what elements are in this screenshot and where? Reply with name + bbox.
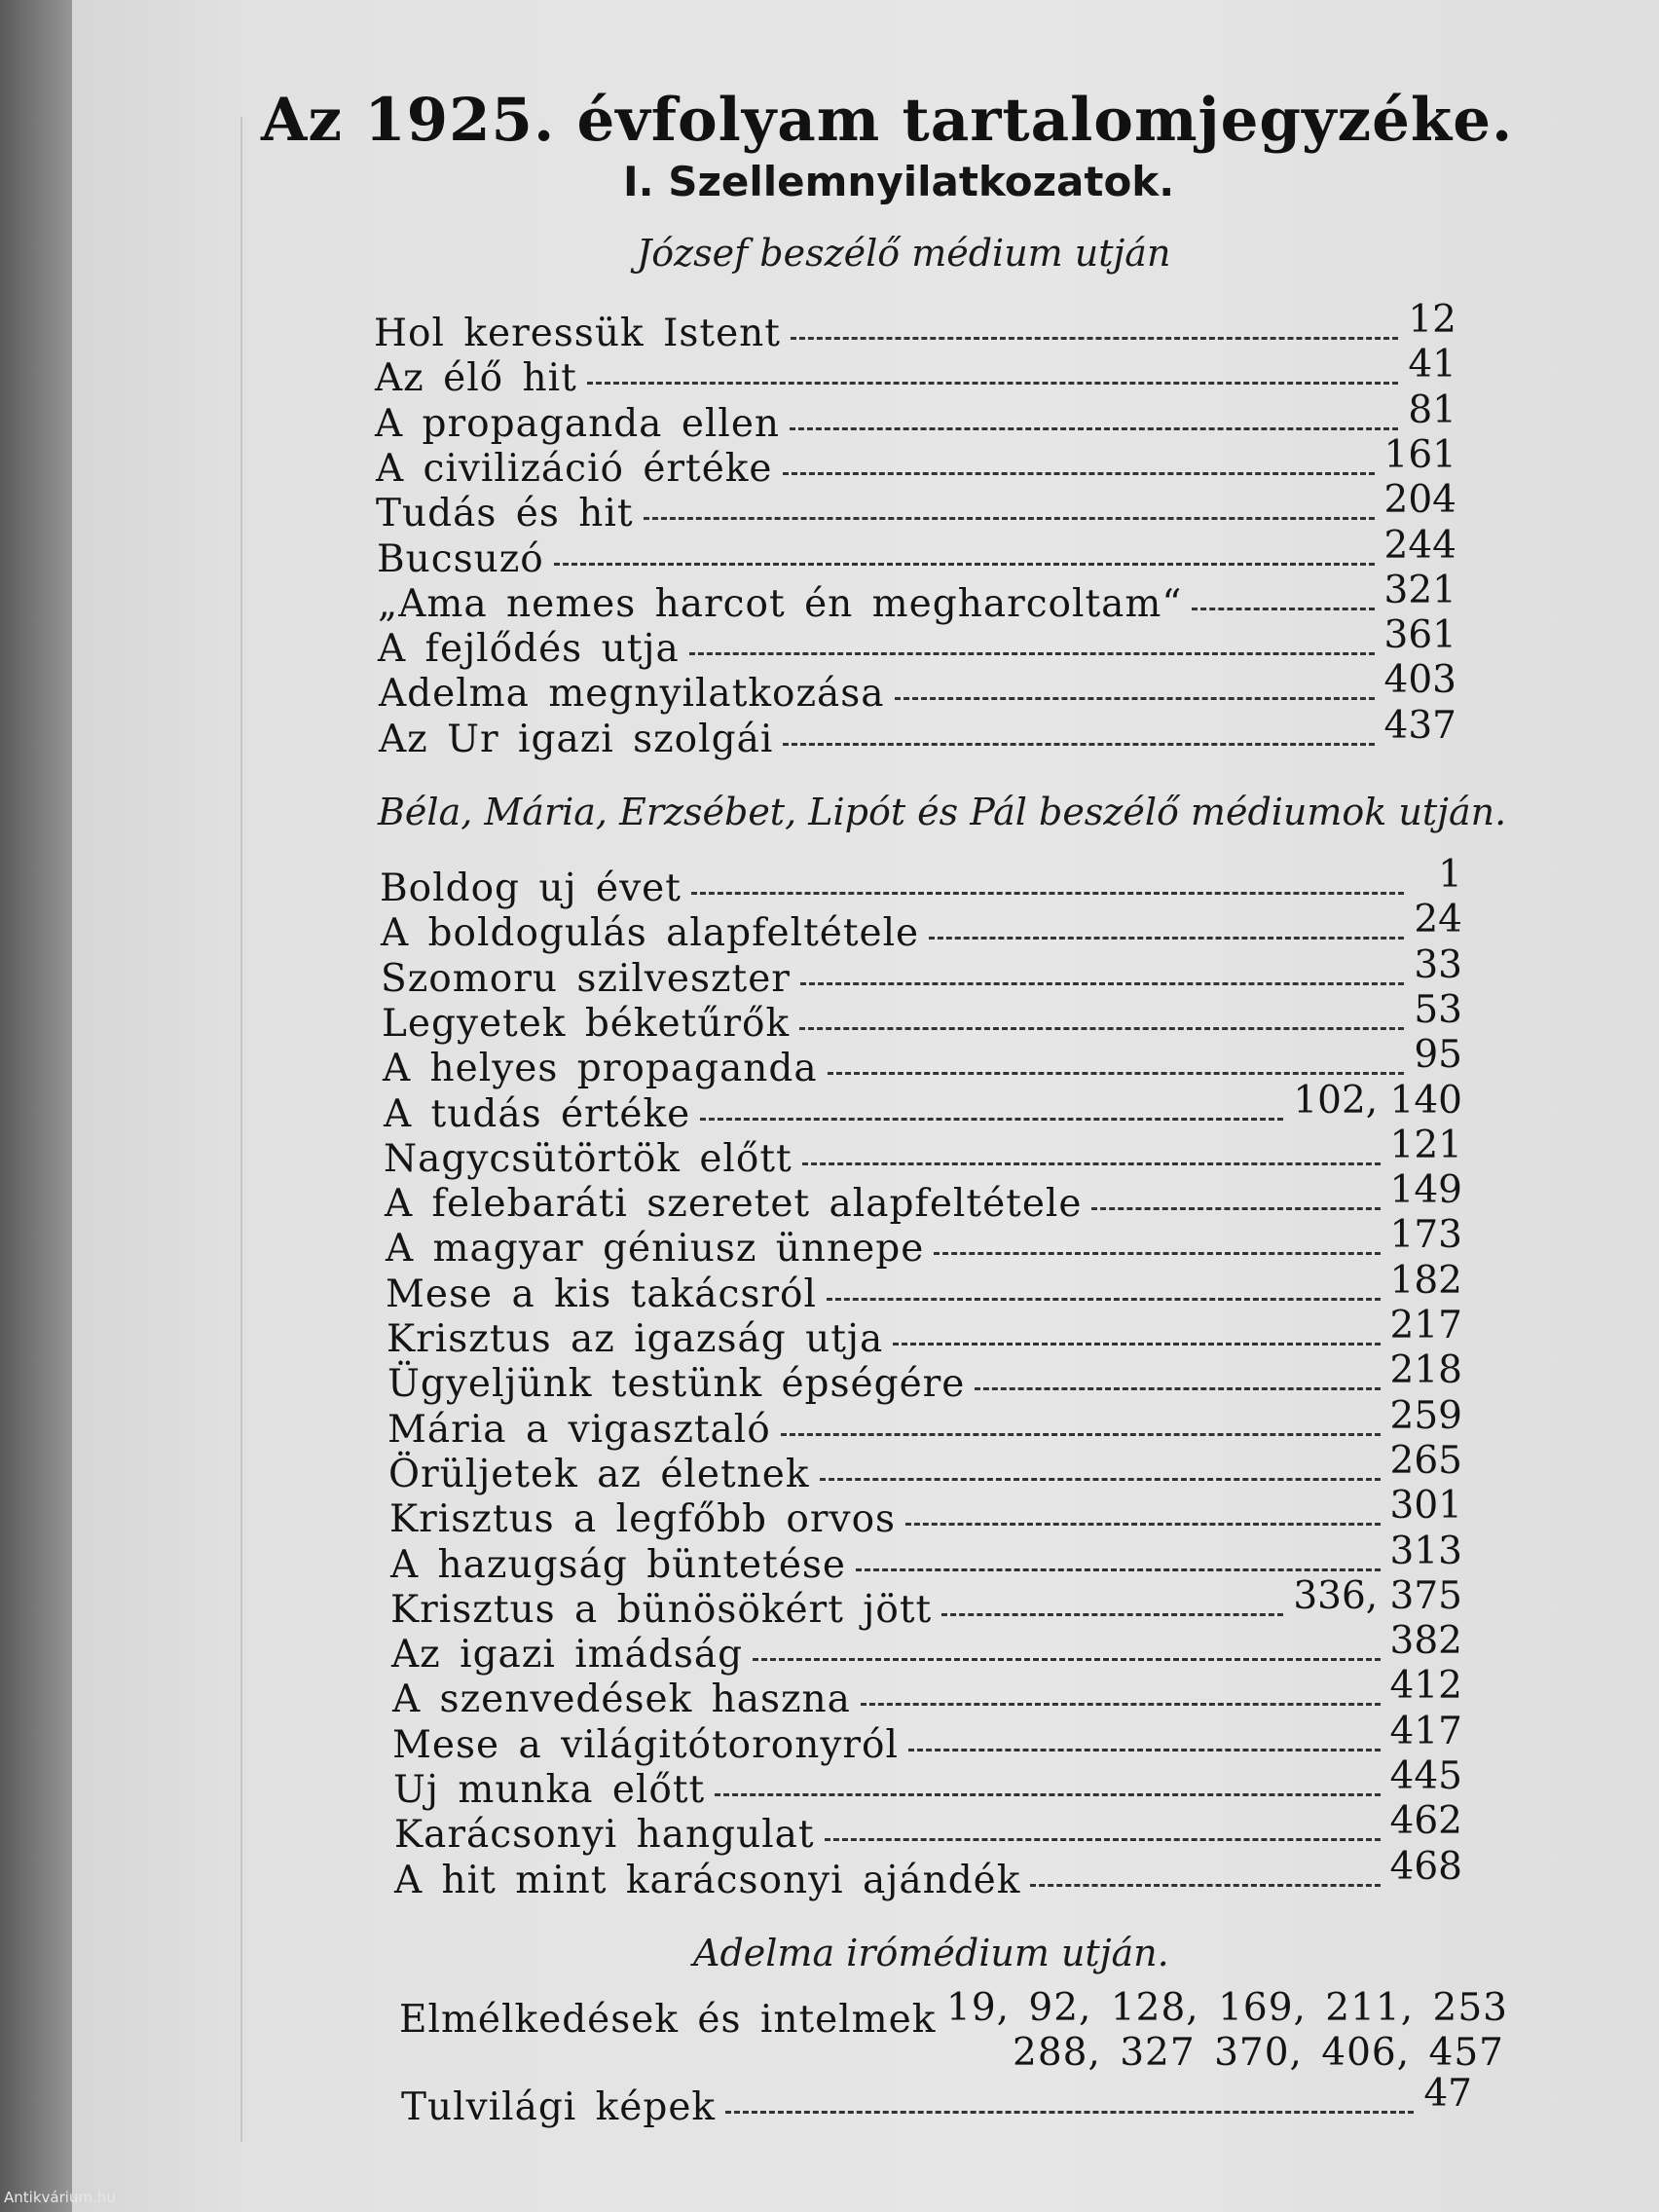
entry-page: 149 bbox=[1389, 1168, 1462, 1213]
entry-title: A tudás értéke bbox=[384, 1091, 691, 1136]
entry-title: Adelma megnyilatkozása bbox=[379, 672, 885, 717]
entry-page: 321 bbox=[1383, 568, 1456, 612]
leader-dots bbox=[908, 1749, 1381, 1751]
watermark: Antikvárium.hu bbox=[4, 2189, 116, 2206]
entry-page: 24 bbox=[1414, 898, 1462, 942]
leader-dots bbox=[799, 1027, 1404, 1030]
group1-heading: József beszélő médium utján bbox=[637, 232, 1171, 275]
leader-dots bbox=[689, 652, 1375, 655]
toc-entry bbox=[393, 1754, 1462, 1813]
leader-dots bbox=[929, 937, 1404, 940]
entry-title: Az igazi imádság bbox=[391, 1633, 744, 1677]
entry-page: 361 bbox=[1383, 613, 1456, 658]
toc-entry bbox=[374, 298, 1456, 356]
entry-page: 445 bbox=[1389, 1754, 1462, 1798]
entry-page: 161 bbox=[1383, 432, 1456, 477]
toc-entry bbox=[386, 1213, 1462, 1272]
entry-title: Krisztus az igazság utja bbox=[387, 1317, 884, 1361]
leader-dots bbox=[828, 1072, 1404, 1075]
entry-title: Szomoru szilveszter bbox=[381, 956, 791, 1001]
entry-page: 12 bbox=[1408, 298, 1456, 342]
entry-title: Bucsuzó bbox=[377, 536, 544, 581]
entry-title: Tulvilági képek bbox=[401, 2085, 717, 2129]
toc-entry bbox=[391, 1619, 1462, 1677]
group2-heading: Béla, Mária, Erzsébet, Lipót és Pál beszélő médiumok utján. bbox=[378, 791, 1507, 833]
entry-page: 412 bbox=[1389, 1664, 1462, 1709]
entry-page: 217 bbox=[1389, 1304, 1462, 1347]
entry-page: 53 bbox=[1414, 987, 1462, 1032]
section-title: I. Szellemnyilatkozatok. bbox=[623, 158, 1175, 205]
entry-title: Örüljetek az életnek bbox=[388, 1452, 810, 1496]
toc-entry bbox=[384, 1078, 1462, 1137]
entry-page: 301 bbox=[1389, 1484, 1462, 1529]
leader-dots bbox=[1030, 1884, 1380, 1887]
toc-entry bbox=[392, 1664, 1462, 1722]
leader-dots bbox=[827, 1298, 1381, 1301]
toc-entry bbox=[387, 1304, 1462, 1362]
leader-dots bbox=[587, 382, 1398, 385]
entry-page: 182 bbox=[1389, 1258, 1462, 1303]
entry-title: Boldog uj évet bbox=[380, 866, 682, 910]
toc-entry bbox=[375, 343, 1456, 401]
leader-dots bbox=[691, 892, 1404, 895]
entry-title: A boldogulás alapfeltétele bbox=[381, 911, 920, 956]
entry-title: A fejlődés utja bbox=[378, 627, 680, 672]
leader-dots bbox=[644, 517, 1375, 520]
entry-title: A szenvedések haszna bbox=[392, 1677, 851, 1722]
entry-title: A felebaráti szeretet alapfeltétele bbox=[385, 1182, 1083, 1227]
entry-page: 81 bbox=[1408, 387, 1456, 432]
leader-dots bbox=[941, 1613, 1283, 1616]
entry-title: Legyetek béketűrők bbox=[382, 1001, 791, 1046]
toc-entry bbox=[388, 1438, 1462, 1497]
entry-title: A magyar géniusz ünnepe bbox=[386, 1227, 925, 1272]
leader-dots bbox=[1091, 1207, 1380, 1210]
entry-page: 173 bbox=[1389, 1213, 1462, 1258]
entry-page: 1 bbox=[1438, 853, 1462, 897]
entry-title: A hit mint karácsonyi ajándék bbox=[394, 1858, 1021, 1902]
toc-entry bbox=[387, 1348, 1462, 1407]
toc-entry bbox=[381, 898, 1462, 956]
entry-page: 95 bbox=[1414, 1033, 1462, 1078]
toc-entry bbox=[386, 1258, 1462, 1317]
toc-entry bbox=[382, 987, 1462, 1047]
group3-heading: Adelma irómédium utján. bbox=[693, 1932, 1169, 1974]
toc-entry bbox=[394, 1844, 1462, 1903]
leader-dots bbox=[975, 1387, 1380, 1390]
elmelkedesek-pages-line1: 19, 92, 128, 169, 211, 253 bbox=[946, 1986, 1508, 2030]
leader-dots bbox=[934, 1252, 1380, 1255]
toc-entry bbox=[378, 613, 1456, 672]
entry-title: Karácsonyi hangulat bbox=[394, 1813, 815, 1858]
entry-page: 403 bbox=[1383, 658, 1456, 703]
entry-title: A helyes propaganda bbox=[383, 1047, 818, 1091]
entry-page: 265 bbox=[1389, 1438, 1462, 1483]
tulvilagi-entry bbox=[401, 2072, 1472, 2130]
leader-dots bbox=[715, 1793, 1380, 1796]
toc-entry bbox=[379, 703, 1456, 762]
entry-page: 462 bbox=[1389, 1799, 1462, 1844]
entry-title: Az Ur igazi szolgái bbox=[379, 717, 774, 761]
toc-entry bbox=[381, 942, 1462, 1002]
leader-dots bbox=[800, 982, 1404, 985]
leader-dots bbox=[781, 1433, 1381, 1436]
page-crease bbox=[240, 117, 242, 2142]
entry-page: 218 bbox=[1389, 1348, 1462, 1393]
entry-title: Krisztus a legfőbb orvos bbox=[389, 1497, 897, 1542]
toc-entry bbox=[376, 478, 1456, 536]
leader-dots bbox=[725, 2111, 1414, 2114]
entry-page: 382 bbox=[1389, 1619, 1462, 1664]
page-title: Az 1925. évfolyam tartalomjegyzéke. bbox=[261, 86, 1514, 155]
leader-dots bbox=[825, 1838, 1381, 1841]
leader-dots bbox=[790, 427, 1398, 430]
entry-title: Krisztus a bünösökért jött bbox=[390, 1587, 933, 1632]
toc-entry bbox=[378, 568, 1456, 627]
entry-page: 417 bbox=[1389, 1709, 1462, 1753]
toc-entry bbox=[377, 523, 1456, 582]
leader-dots bbox=[783, 743, 1374, 746]
leader-dots bbox=[753, 1658, 1380, 1661]
entry-title: Tudás és hit bbox=[376, 492, 634, 536]
entry-page: 437 bbox=[1383, 703, 1456, 748]
toc-entry bbox=[394, 1799, 1462, 1858]
leader-dots bbox=[700, 1118, 1283, 1121]
entry-title: A civilizáció értéke bbox=[376, 446, 773, 491]
leader-dots bbox=[820, 1478, 1381, 1481]
leader-dots bbox=[856, 1568, 1381, 1571]
entry-page: 121 bbox=[1389, 1123, 1462, 1167]
entry-page: 468 bbox=[1389, 1844, 1462, 1889]
toc-entry bbox=[385, 1168, 1462, 1227]
entry-title: Ügyeljünk testünk épségére bbox=[387, 1362, 966, 1407]
entry-title: „Ama nemes harcot én megharcoltam“ bbox=[378, 581, 1183, 626]
elmelkedesek-title: Elmélkedések és intelmek bbox=[399, 1998, 937, 2042]
toc-entry bbox=[384, 1123, 1462, 1182]
entry-page: 204 bbox=[1383, 478, 1456, 523]
leader-dots bbox=[893, 1343, 1380, 1346]
toc-entry bbox=[379, 658, 1456, 717]
entry-page: 33 bbox=[1414, 942, 1462, 987]
toc-entry bbox=[375, 387, 1456, 447]
entry-title: Mária a vigasztaló bbox=[387, 1407, 771, 1452]
entry-title: Nagycsütörtök előtt bbox=[384, 1136, 793, 1181]
toc-entry bbox=[392, 1709, 1462, 1768]
leader-dots bbox=[1192, 608, 1374, 610]
leader-dots bbox=[554, 563, 1375, 566]
entry-page: 47 bbox=[1423, 2072, 1472, 2116]
leader-dots bbox=[895, 697, 1375, 700]
leader-dots bbox=[905, 1523, 1380, 1526]
entry-title: A hazugság büntetése bbox=[390, 1542, 846, 1587]
entry-title: A propaganda ellen bbox=[375, 401, 781, 446]
leader-dots bbox=[791, 337, 1398, 340]
toc-entry bbox=[387, 1393, 1462, 1453]
entry-title: Mese a kis takácsról bbox=[386, 1272, 817, 1316]
entry-page: 244 bbox=[1383, 523, 1456, 568]
entry-title: Hol keressük Istent bbox=[374, 312, 781, 355]
entry-page: 313 bbox=[1389, 1529, 1462, 1573]
leader-dots bbox=[783, 472, 1375, 475]
leader-dots bbox=[861, 1703, 1381, 1706]
entry-page: 41 bbox=[1408, 343, 1456, 387]
entry-title: Uj munka előtt bbox=[393, 1768, 706, 1812]
entry-page: 102, 140 bbox=[1293, 1078, 1462, 1123]
toc-entry bbox=[376, 432, 1456, 492]
elmelkedesek-pages-line2: 288, 327 370, 406, 457 bbox=[1013, 2031, 1504, 2075]
toc-entry bbox=[380, 853, 1462, 911]
toc-entry bbox=[390, 1573, 1462, 1633]
toc-entry bbox=[389, 1484, 1462, 1542]
entry-title: Az élő hit bbox=[375, 356, 577, 401]
entry-page: 336, 375 bbox=[1293, 1573, 1462, 1618]
book-spine bbox=[0, 0, 76, 2212]
entry-title: Mese a világitótoronyról bbox=[392, 1722, 899, 1767]
leader-dots bbox=[802, 1162, 1381, 1165]
entry-page: 259 bbox=[1389, 1393, 1462, 1438]
